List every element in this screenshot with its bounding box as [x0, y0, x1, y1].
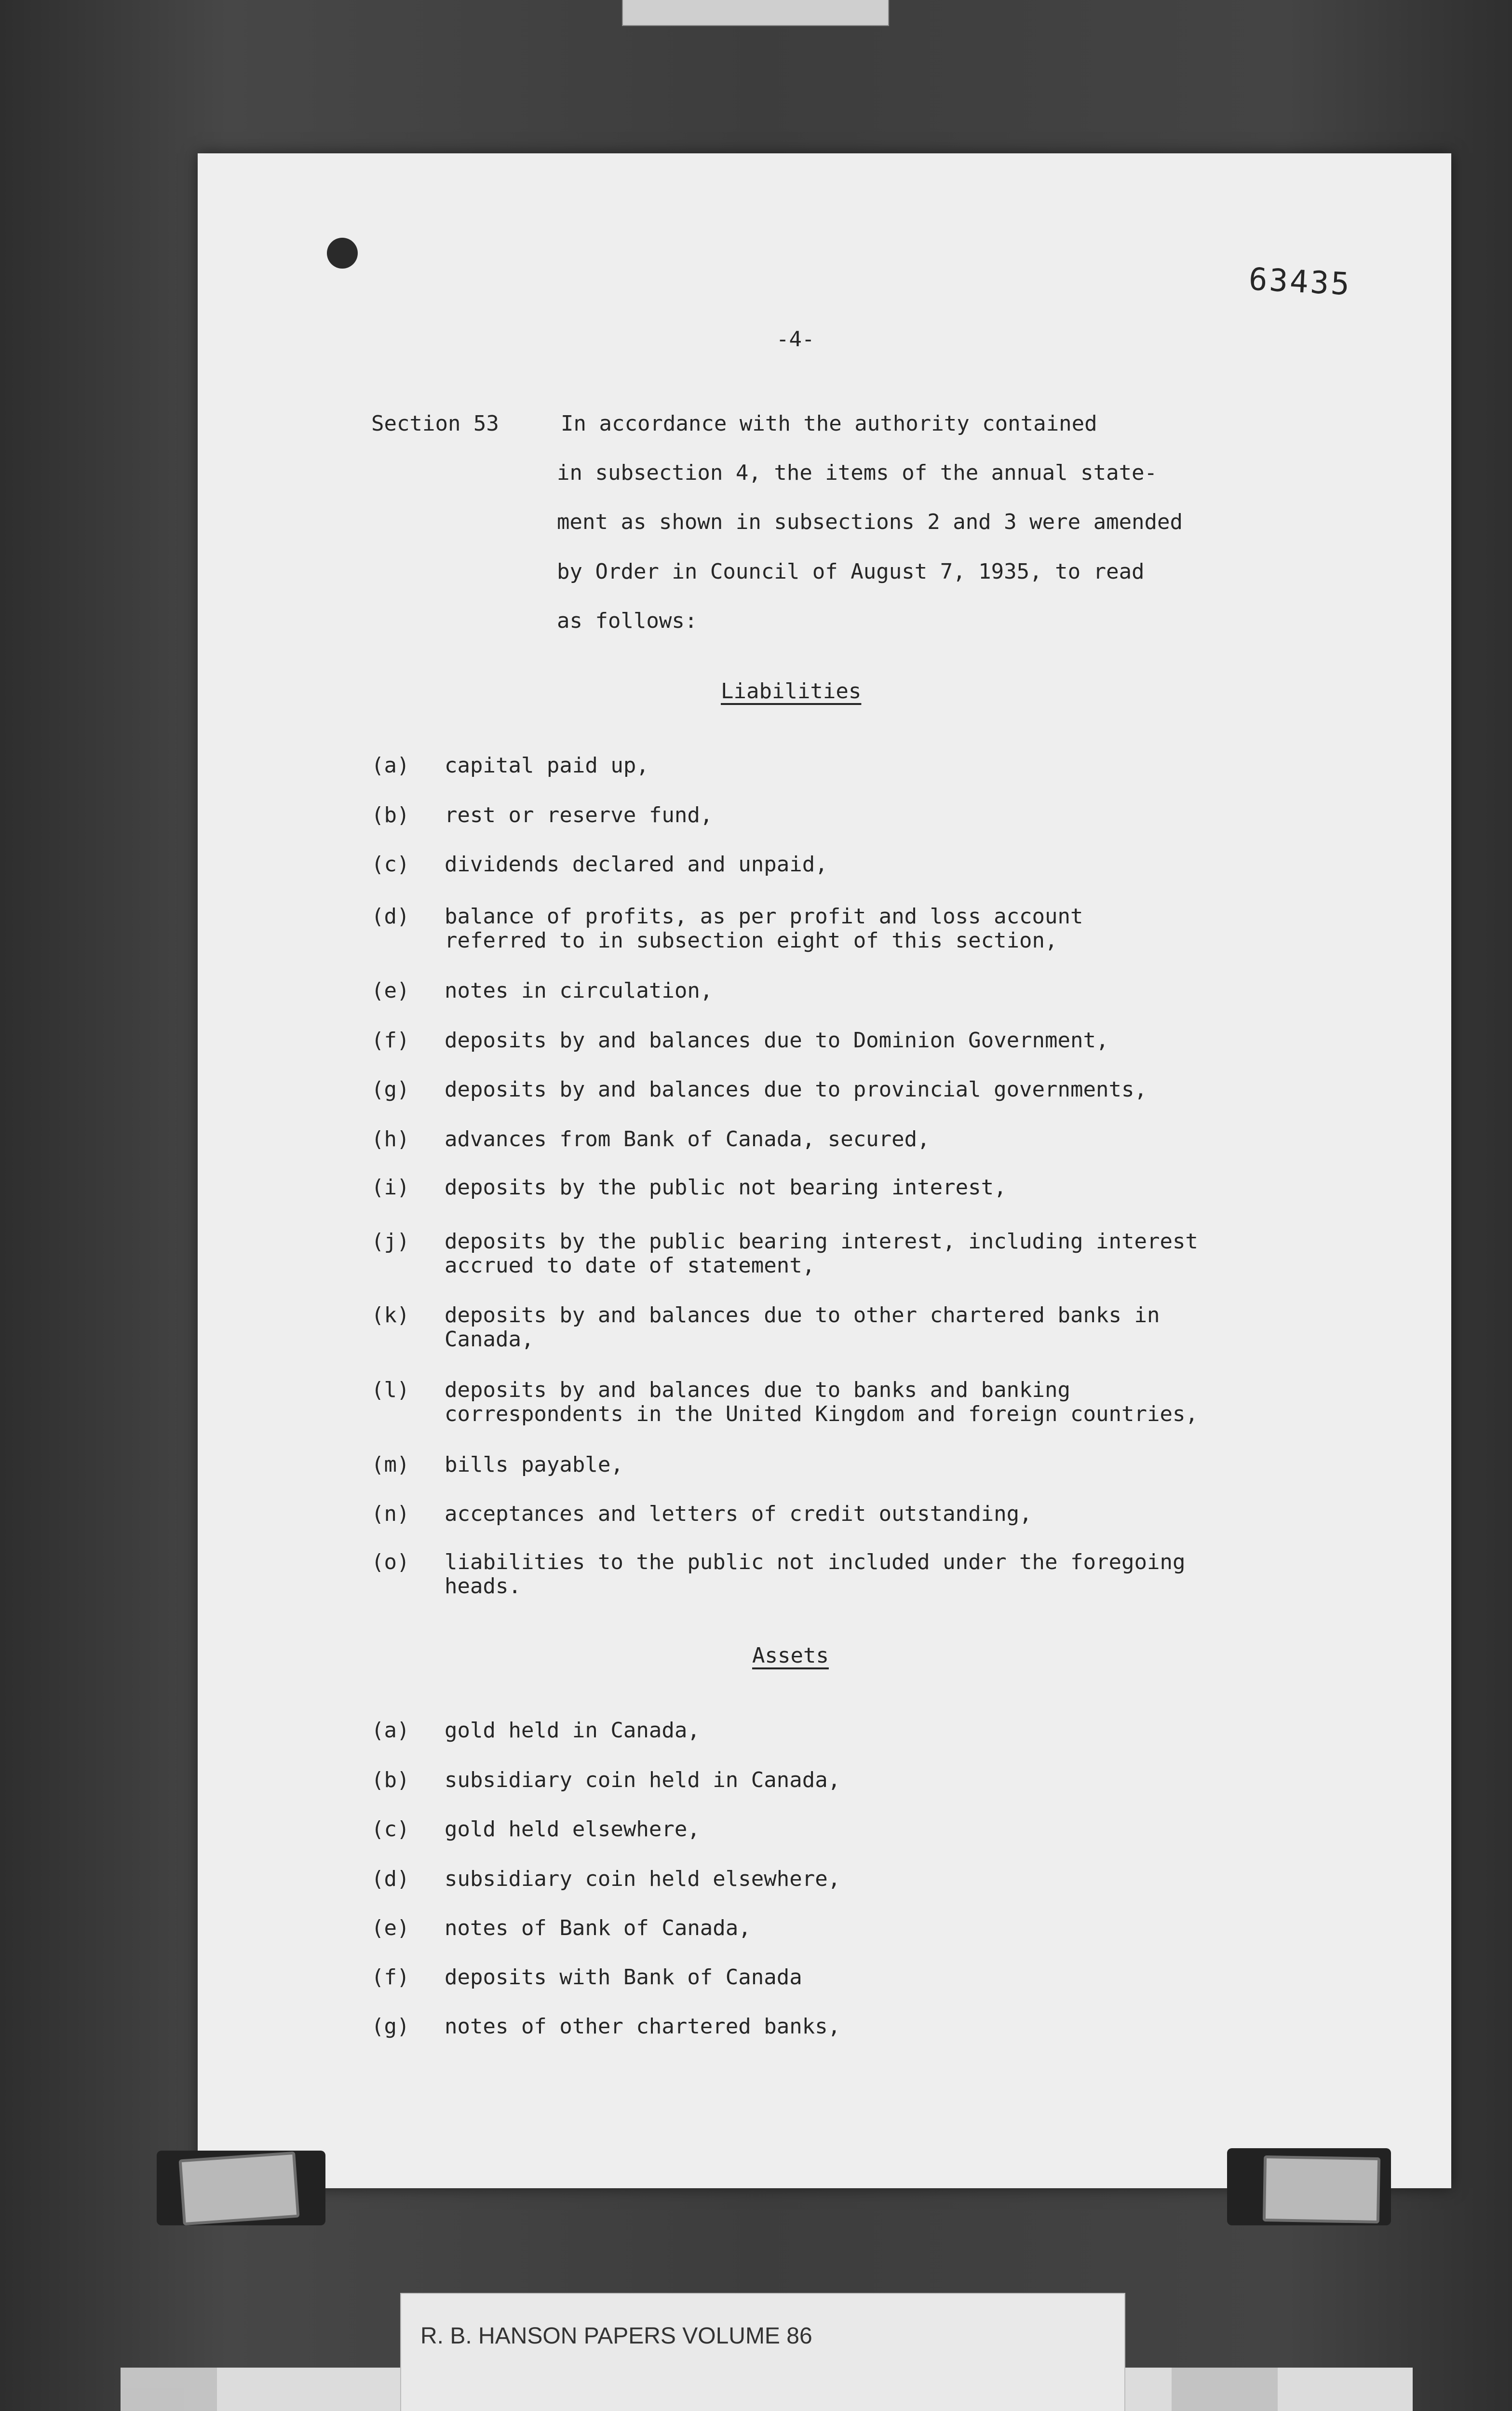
section-label: Section 53 [371, 411, 499, 436]
item-marker: (c) [371, 852, 410, 877]
item-marker: (h) [371, 1127, 410, 1151]
item-marker: (i) [371, 1175, 410, 1200]
item-text: deposits by and balances due to banks and banking [445, 1378, 1071, 1402]
item-marker: (e) [371, 1916, 410, 1940]
item-text: rest or reserve fund, [445, 803, 713, 827]
item-marker: (o) [371, 1550, 410, 1574]
folio-number: 63435 [1248, 261, 1352, 303]
item-marker: (j) [371, 1229, 410, 1254]
item-marker: (l) [371, 1378, 410, 1402]
bottom-clip-right [1263, 2155, 1380, 2223]
item-marker: (d) [371, 904, 410, 929]
item-marker: (a) [371, 753, 410, 778]
item-text: liabilities to the public not included under the foregoing [445, 1550, 1186, 1574]
item-marker: (n) [371, 1502, 410, 1526]
item-marker: (c) [371, 1817, 410, 1842]
item-text: gold held elsewhere, [445, 1817, 700, 1842]
item-text: notes in circulation, [445, 978, 713, 1003]
item-text: deposits by and balances due to Dominion Government, [445, 1028, 1109, 1053]
tape-strip [1172, 2368, 1278, 2411]
item-marker: (f) [371, 1965, 410, 1990]
item-text: subsidiary coin held elsewhere, [445, 1867, 841, 1891]
tape-strip [121, 2368, 217, 2411]
item-text: deposits with Bank of Canada [445, 1965, 802, 1990]
item-marker: (b) [371, 1768, 410, 1792]
item-text: deposits by the public bearing interest, including interest [445, 1229, 1198, 1254]
item-marker: (d) [371, 1867, 410, 1891]
item-text: subsidiary coin held in Canada, [445, 1768, 841, 1792]
bottom-clip-left [179, 2152, 300, 2226]
intro-line: in subsection 4, the items of the annual state- [557, 461, 1158, 485]
collection-label-slip [400, 2293, 1125, 2411]
item-marker: (e) [371, 978, 410, 1003]
item-text: deposits by and balances due to other chartered banks in [445, 1303, 1160, 1327]
item-marker: (a) [371, 1718, 410, 1743]
item-text: gold held in Canada, [445, 1718, 700, 1743]
item-text: balance of profits, as per profit and loss account [445, 904, 1083, 929]
item-text: deposits by and balances due to provincial governments, [445, 1077, 1147, 1102]
item-marker: (k) [371, 1303, 410, 1327]
item-text: heads. [445, 1574, 521, 1598]
page-number: -4- [776, 327, 815, 352]
item-text: deposits by the public not bearing interest, [445, 1175, 1007, 1200]
item-text: notes of other chartered banks, [445, 2014, 841, 2039]
intro-line: ment as shown in subsections 2 and 3 were amended [557, 510, 1183, 534]
item-marker: (g) [371, 1077, 410, 1102]
item-text: bills payable, [445, 1452, 623, 1477]
item-marker: (g) [371, 2014, 410, 2039]
top-clip [622, 0, 889, 26]
collection-label: R. B. HANSON PAPERS VOLUME 86 [420, 2323, 812, 2349]
item-text: accrued to date of statement, [445, 1253, 815, 1278]
item-text: dividends declared and unpaid, [445, 852, 828, 877]
intro-line: In accordance with the authority contained [561, 411, 1097, 436]
item-marker: (m) [371, 1452, 410, 1477]
item-text: advances from Bank of Canada, secured, [445, 1127, 930, 1151]
intro-line: as follows: [557, 609, 698, 633]
item-text: correspondents in the United Kingdom and foreign countries, [445, 1402, 1198, 1426]
assets-heading: Assets [752, 1643, 829, 1668]
item-text: Canada, [445, 1327, 534, 1352]
item-marker: (b) [371, 803, 410, 827]
punch-hole [327, 238, 358, 269]
liabilities-heading: Liabilities [721, 679, 862, 704]
item-marker: (f) [371, 1028, 410, 1053]
document-page [198, 153, 1451, 2188]
intro-line: by Order in Council of August 7, 1935, to read [557, 559, 1145, 584]
item-text: acceptances and letters of credit outstanding, [445, 1502, 1032, 1526]
item-text: notes of Bank of Canada, [445, 1916, 751, 1940]
item-text: capital paid up, [445, 753, 649, 778]
item-text: referred to in subsection eight of this section, [445, 928, 1058, 953]
